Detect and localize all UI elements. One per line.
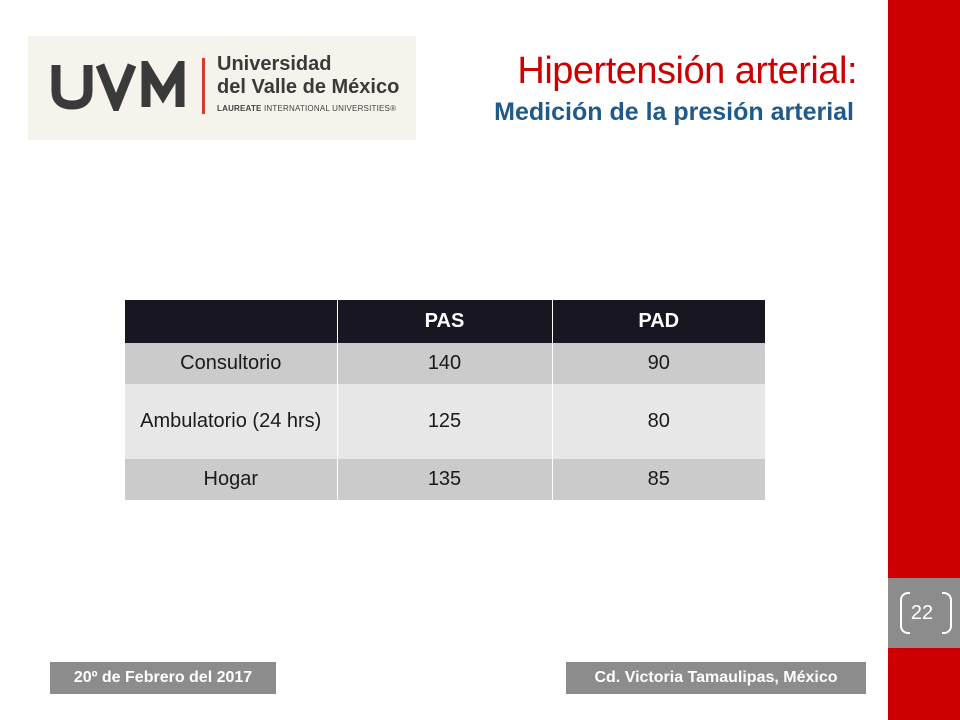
logo-tagline-bold: LAUREATE — [217, 104, 262, 113]
slide-title: Hipertensión arterial: — [517, 50, 857, 92]
table-header-cell: PAD — [552, 300, 765, 343]
footer-location: Cd. Victoria Tamaulipas, México — [566, 662, 866, 694]
table-cell-pad: 85 — [552, 459, 765, 500]
table-cell-label: Ambulatorio (24 hrs) — [125, 384, 337, 459]
page-number: 22 — [910, 602, 934, 624]
table-row — [125, 384, 765, 459]
table-cell-pas: 140 — [337, 343, 552, 384]
table-cell-label: Consultorio — [125, 343, 337, 384]
table-cell-label: Hogar — [125, 459, 337, 500]
logo-name-line1: Universidad — [217, 53, 332, 75]
table-cell-pad: 80 — [552, 384, 765, 459]
table-cell-pas: 135 — [337, 459, 552, 500]
table-header-row — [125, 300, 765, 343]
table-row — [125, 343, 765, 384]
uvm-logo — [28, 36, 416, 140]
table-header-cell — [125, 300, 337, 343]
table-cell-pas: 125 — [337, 384, 552, 459]
logo-name-line2: del Valle de México — [217, 76, 400, 98]
logo-tagline-rest: INTERNATIONAL UNIVERSITIES® — [261, 104, 397, 113]
footer-date: 20º de Febrero del 2017 — [50, 662, 276, 694]
slide-subtitle: Medición de la presión arterial — [494, 98, 854, 126]
table-header-cell: PAS — [337, 300, 552, 343]
logo-divider — [202, 58, 205, 114]
blood-pressure-table — [125, 300, 765, 500]
uvm-logo-mark — [50, 61, 196, 111]
table-row — [125, 459, 765, 500]
right-brace-icon — [942, 592, 952, 634]
logo-tagline — [217, 104, 396, 113]
table-cell-pad: 90 — [552, 343, 765, 384]
page-number-box — [888, 578, 960, 648]
